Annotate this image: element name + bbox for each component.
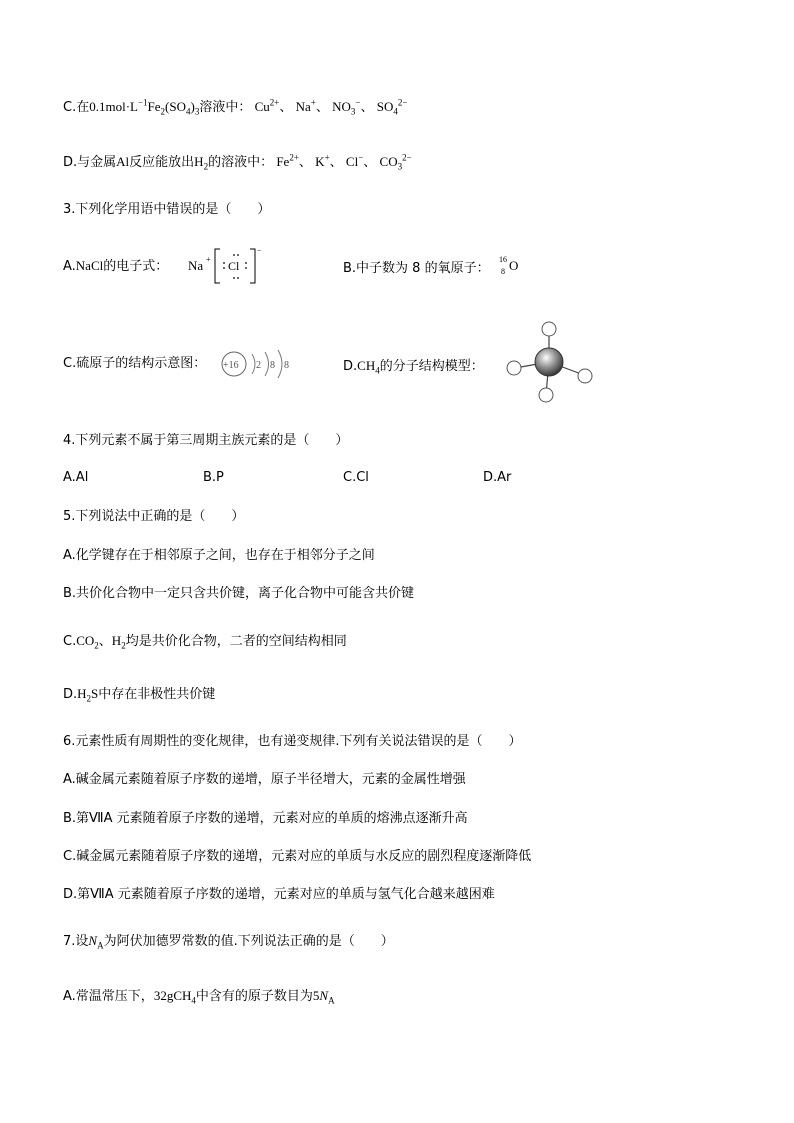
ion: $SO_4^{2-}$ bbox=[376, 97, 408, 117]
left-bracket bbox=[215, 249, 220, 283]
q4-option-b: B.P bbox=[203, 470, 224, 485]
q5-option-d: $D.H_2S$中存在非极性共价键 bbox=[63, 686, 216, 704]
q4-option-d: D.Ar bbox=[483, 470, 512, 485]
cl-symbol: Cl bbox=[228, 259, 240, 273]
q4-option-c: C.Cl bbox=[343, 470, 369, 485]
q3-stem: 3.下列化学用语中错误的是（ ） bbox=[63, 202, 271, 217]
hydrogen-atom bbox=[578, 369, 592, 383]
q6-option-d: D.第ⅦA 元素随着原子序数的递增，元素对应的单质与氢气化合越来越困难 bbox=[63, 887, 495, 902]
ion: Na+ bbox=[295, 97, 316, 114]
oxygen-16-nuclide bbox=[498, 253, 524, 277]
shell-count-2: 8 bbox=[270, 360, 275, 371]
hydrogen-atom bbox=[507, 361, 521, 375]
q2-option-c: C.在$0.1mol\cdot L^{-1}Fe_2(SO_4)_3$溶液中： $Cu^{2+}$、 Na+、 $NO_3^-$、 $SO_4^{2-}$ bbox=[63, 97, 408, 117]
q6-option-a: A.碱金属元素随着原子序数的递增，原子半径增大，元素的金属性增强 bbox=[63, 772, 466, 787]
ion: Cl− bbox=[345, 152, 364, 169]
hydrogen-atom bbox=[542, 322, 556, 336]
q4-option-a: A.Al bbox=[63, 470, 89, 485]
q5-stem: 5.下列说法中正确的是（ ） bbox=[63, 509, 245, 524]
ion: $Cu^{2+}$ bbox=[254, 97, 280, 114]
na-charge: + bbox=[206, 255, 211, 264]
na-symbol: Na bbox=[188, 258, 204, 273]
hydrogen-atom bbox=[539, 388, 553, 402]
q6-stem: 6.元素性质有周期性的变化规律，也有递变规律.下列有关说法错误的是（ ） bbox=[63, 734, 522, 749]
q6-option-b: B.第ⅦA 元素随着原子序数的递增，元素对应的单质的熔沸点逐渐升高 bbox=[63, 811, 468, 826]
q5-option-a: A.化学键存在于相邻原子之间，也存在于相邻分子之间 bbox=[63, 548, 375, 563]
shell-arc-1 bbox=[252, 354, 255, 374]
q4-stem: 4.下列元素不属于第三周期主族元素的是（ ） bbox=[63, 433, 349, 448]
nucleus-charge: +16 bbox=[223, 360, 239, 371]
q2-option-d: D.与金属Al反应能放出$H_2$的溶液中： $Fe^{2+}$、 K+、 Cl−、 $CO_3^{2-}$ bbox=[63, 152, 412, 172]
shell-arc-3 bbox=[278, 350, 282, 378]
q3-option-b: B.中子数为 8 的氧原子： bbox=[343, 261, 490, 276]
ion: $CO_3^{2-}$ bbox=[379, 152, 412, 172]
ion: K+ bbox=[315, 152, 330, 169]
shell-count-3: 8 bbox=[284, 360, 289, 371]
ion: $Fe^{2+}$ bbox=[276, 152, 299, 169]
q7-stem: 7.设$N_A$为阿伏加德罗常数的值.下列说法正确的是（ ） bbox=[63, 933, 394, 951]
q6-option-c: C.碱金属元素随着原子序数的递增，元素对应的单质与水反应的剧烈程度逐渐降低 bbox=[63, 849, 532, 864]
atomic-number: 8 bbox=[501, 267, 505, 276]
q5-option-b: B.共价化合物中一定只含共价键，离子化合物中可能含共价键 bbox=[63, 586, 415, 601]
q3-option-c: C.硫原子的结构示意图： bbox=[63, 356, 207, 371]
mass-number: 16 bbox=[499, 255, 507, 264]
right-bracket bbox=[250, 249, 255, 283]
q3-option-d: $D.CH_4$的分子结构模型： bbox=[343, 358, 484, 376]
cl-charge: − bbox=[257, 246, 262, 255]
q7-option-a: A.常温常压下，32gCH$_4$中含有的原子数目为$5N_A$ bbox=[63, 988, 335, 1006]
element-symbol: O bbox=[509, 258, 519, 273]
methane-ball-and-stick-model bbox=[505, 320, 595, 406]
q5-option-c: $C.CO_2$、$H_2$均是共价化合物，二者的空间结构相同 bbox=[63, 633, 347, 651]
shell-count-1: 2 bbox=[256, 360, 261, 371]
ion: $NO_3^-$ bbox=[332, 97, 361, 117]
sulfur-atom-structure-diagram bbox=[218, 346, 298, 382]
nacl-electron-dot-formula bbox=[188, 245, 268, 287]
shell-arc-2 bbox=[265, 352, 269, 376]
q3-option-a: A.NaCl的电子式： bbox=[63, 258, 169, 274]
carbon-atom bbox=[535, 348, 563, 376]
